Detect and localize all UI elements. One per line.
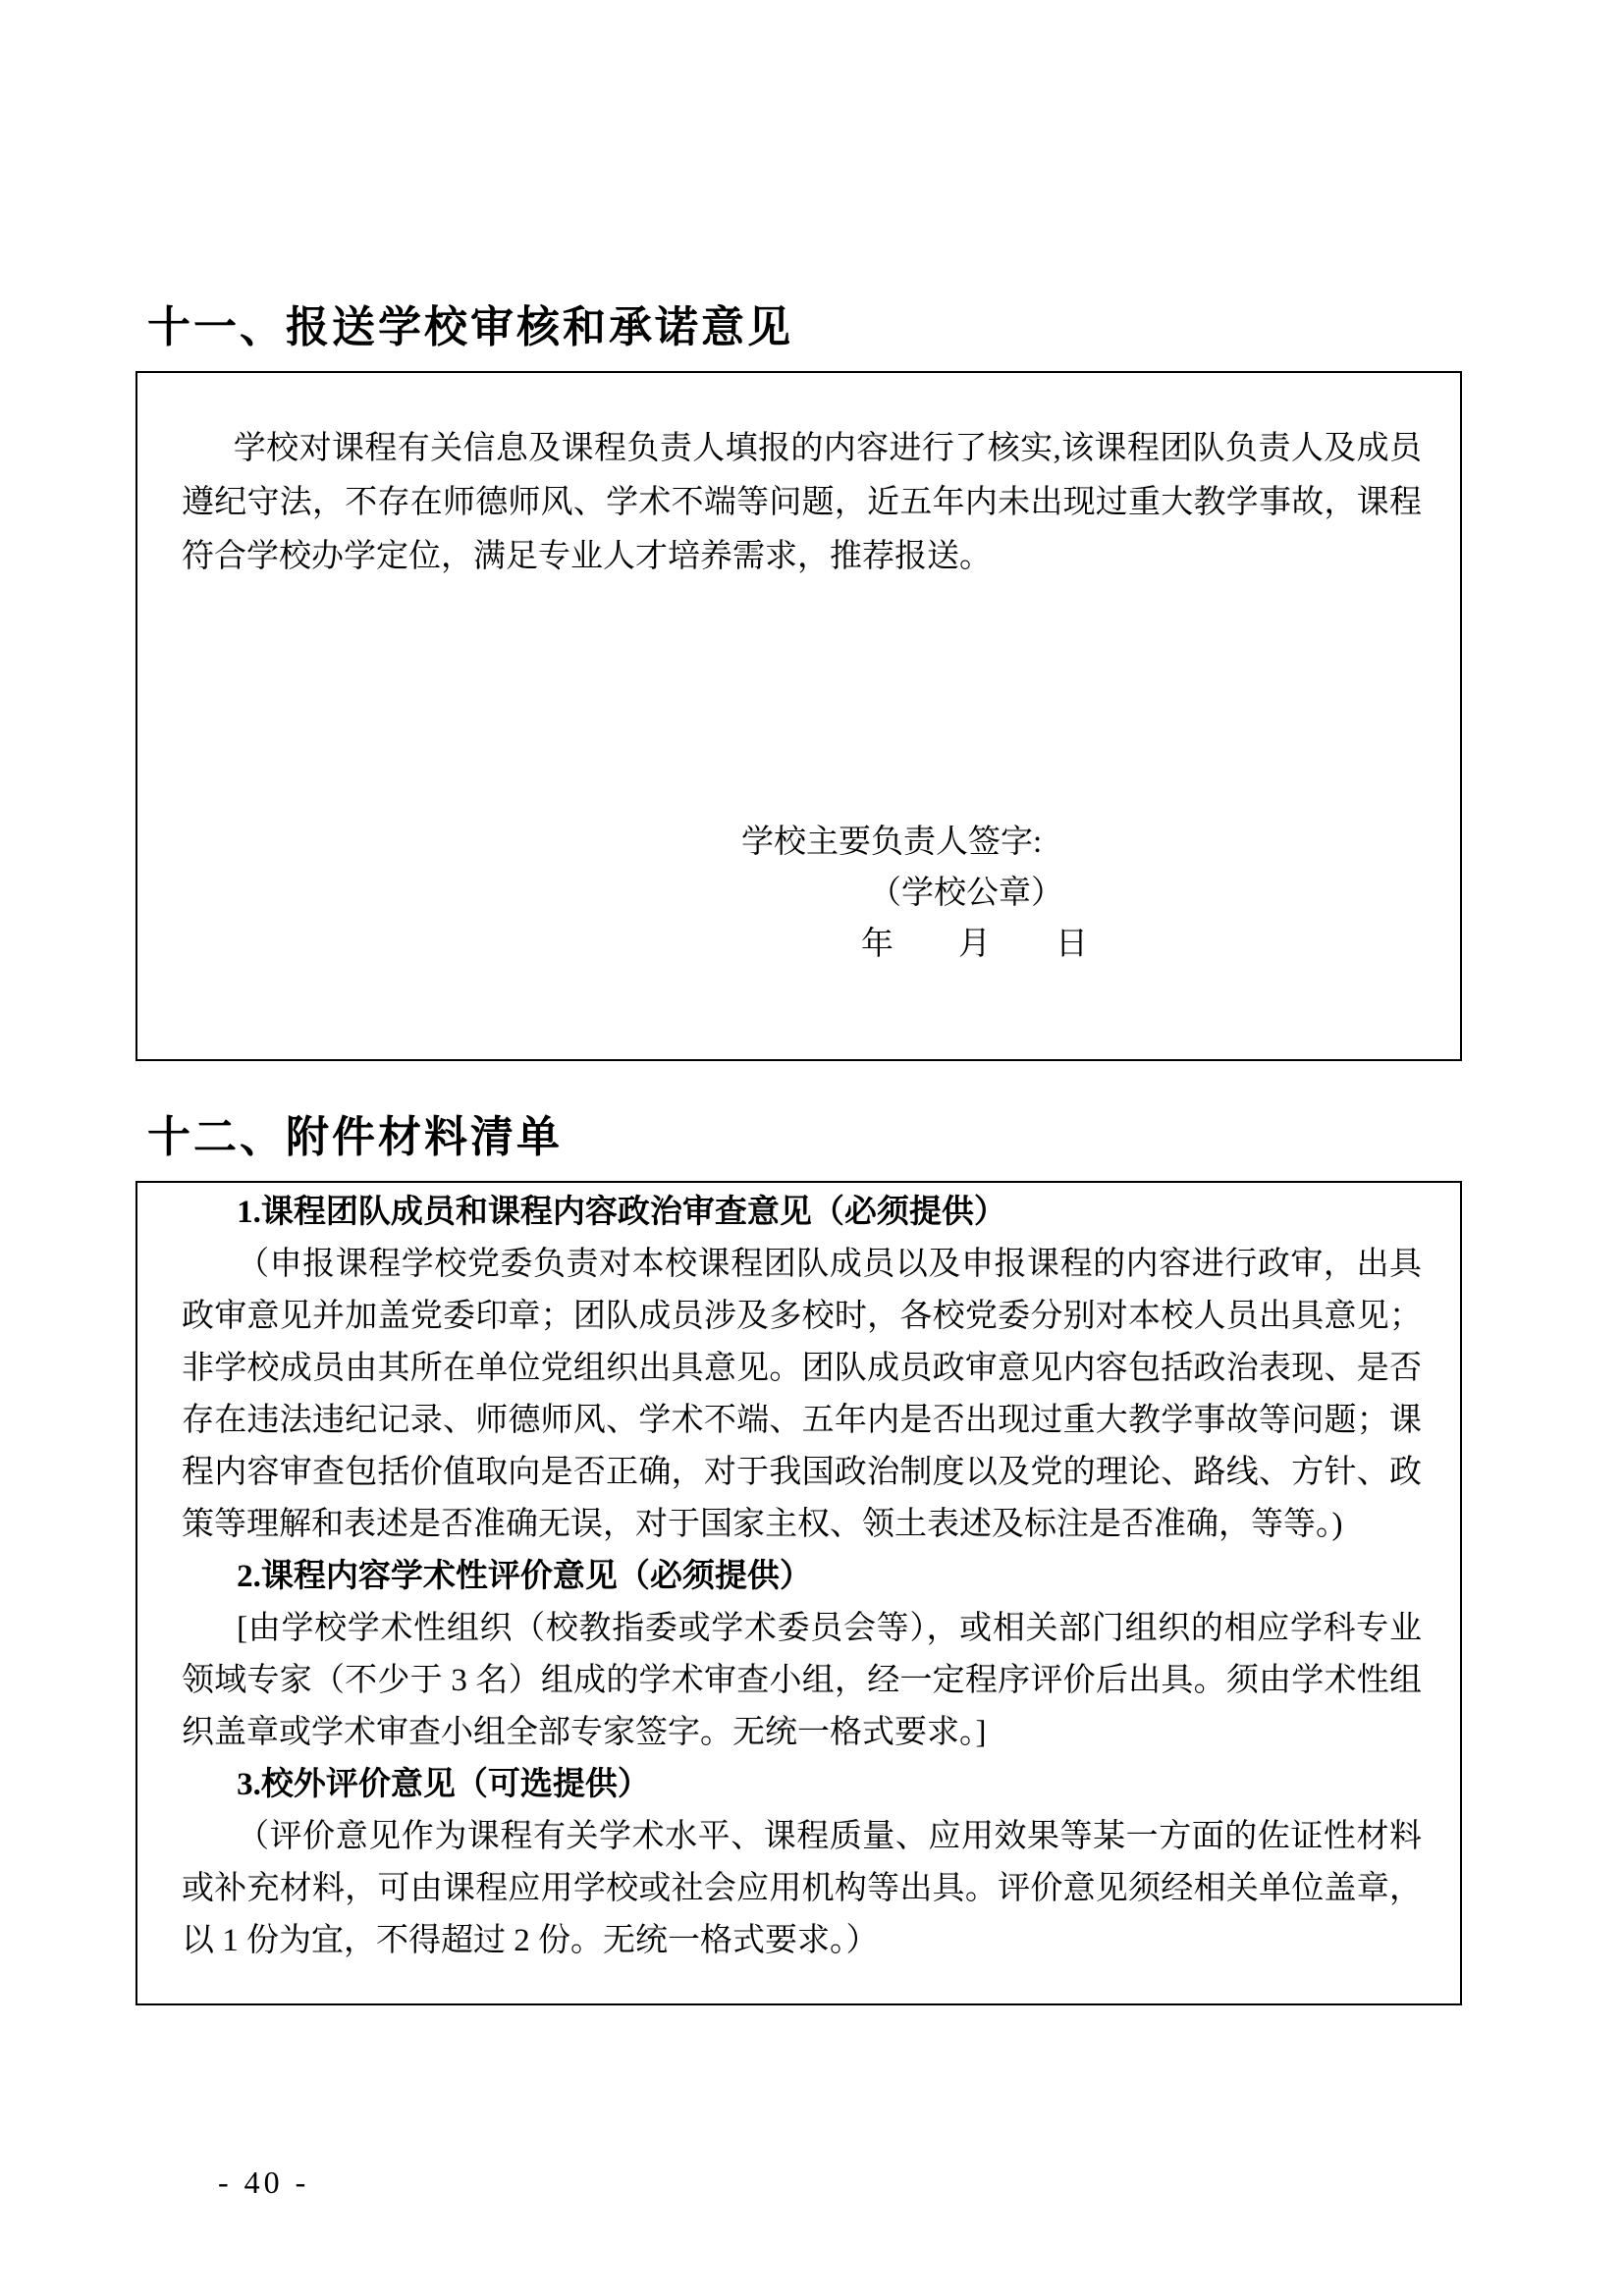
attachment-item-3-body: （评价意见作为课程有关学术水平、课程质量、应用效果等某一方面的佐证性材料或补充材料，可由课程应用学校或社会应用机构等出具。评价意见须经相关单位盖章，以 1 份为宜，不得超过 2 份。无统一格式要求。）: [182, 1819, 1422, 1958]
section-11-heading: 十一、报送学校审核和承诺意见: [147, 303, 793, 351]
attachment-item-3-title: 3.校外评价意见（可选提供）: [237, 1767, 650, 1802]
attachment-item-1-title: 1.课程团队成员和课程内容政治审查意见（必须提供）: [237, 1195, 1006, 1230]
date-label: 年 月 日: [861, 927, 1088, 962]
attachment-item-2-title: 2.课程内容学术性评价意见（必须提供）: [237, 1559, 812, 1594]
attachment-item-1-body: （申报课程学校党委负责对本校课程团队成员以及申报课程的内容进行政审，出具政审意见并加盖党委印章；团队成员涉及多校时，各校党委分别对本校人员出具意见；非学校成员由其所在单位党组织出具意见。团队成员政审意见内容包括政治表现、是否存在违法违纪记录、师德师风、学术不端、五年内是否出现过重大教学事故等问题；课程内容审查包括价值取向是否正确，对于我国政治制度以及党的理论、路线、方针、政策等理解和表述是否准确无误，对于国家主权、领土表述及标注是否准确，等等。): [182, 1247, 1422, 1542]
school-review-statement: 学校对课程有关信息及课程负责人填报的内容进行了核实,该课程团队负责人及成员遵纪守法，不存在师德师风、学术不端等问题，近五年内未出现过重大教学事故，课程符合学校办学定位，满足专业人才培养需求，推荐报送。: [182, 431, 1422, 574]
section-12-heading: 十二、附件材料清单: [147, 1113, 563, 1161]
section-12-box: [135, 1181, 1462, 2005]
page-number: - 40 -: [218, 2164, 310, 2200]
attachment-item-2-body: [由学校学术性组织（校教指委或学术委员会等），或相关部门组织的相应学科专业领域专家（不少于 3 名）组成的学术审查小组，经一定程序评价后出具。须由学术性组织盖章或学术审查小组全部专家签字。无统一格式要求。]: [182, 1611, 1422, 1750]
principal-signature-label: 学校主要负责人签字:: [741, 825, 1043, 860]
school-seal-label: （学校公章）: [869, 876, 1063, 911]
section-11-box: [135, 371, 1462, 1061]
